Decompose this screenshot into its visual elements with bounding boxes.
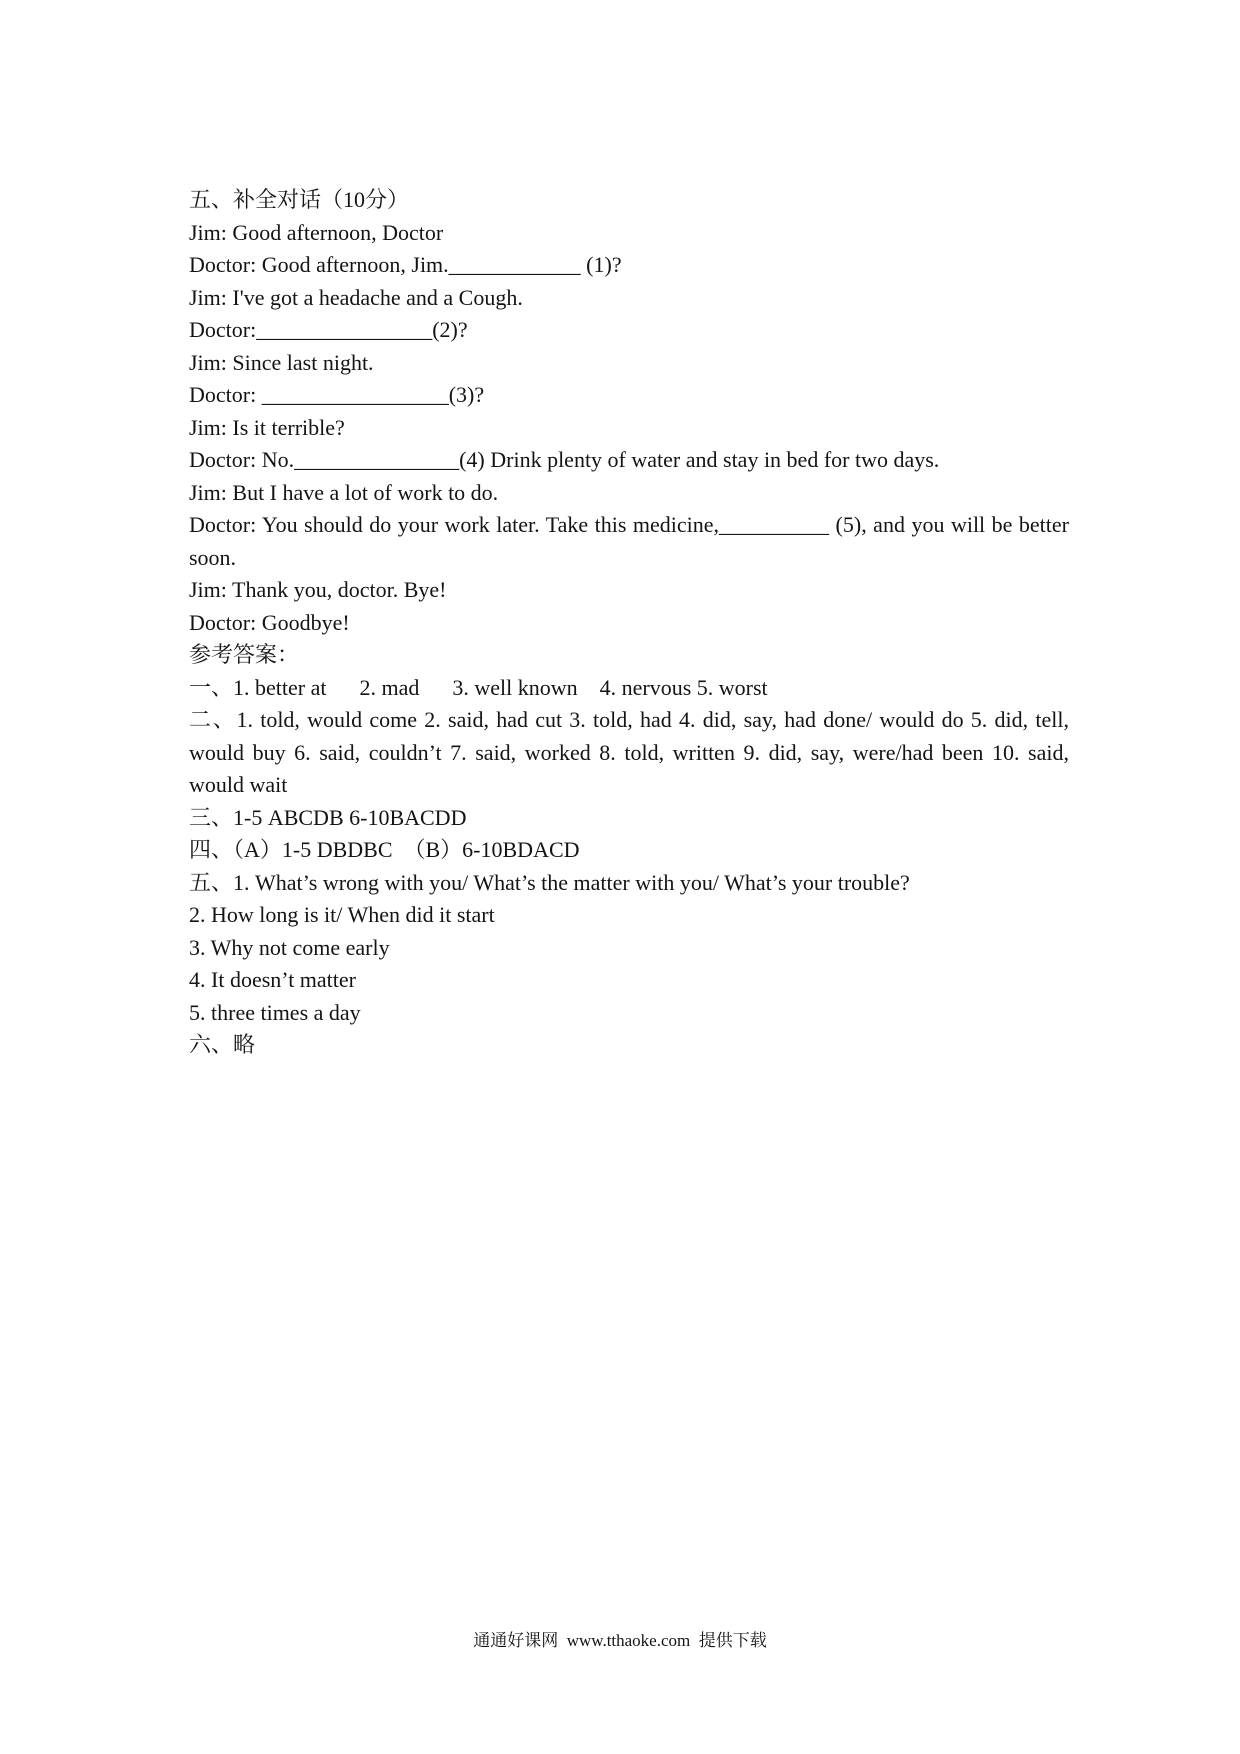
page-content [189, 184, 1069, 1062]
dialogue-line: Jim: Since last night. [189, 349, 374, 375]
answer-part-5-line: 5. three times a day [189, 999, 361, 1025]
answer-part-3: 三、1-5 ABCDB 6-10BACDD [189, 804, 467, 830]
dialogue-line: Jim: But I have a lot of work to do. [189, 479, 499, 505]
dialogue-line: Doctor: You should do your work later. Take this medicine,__________ (5), and you will be better soon. [189, 512, 1069, 570]
answer-part-4: 四、（A）1-5 DBDBC （B）6-10BDACD [189, 837, 580, 862]
answer-part-5-line: 五、1. What’s wrong with you/ What’s the matter with you/ What’s your trouble? [189, 869, 910, 895]
dialogue-line: Doctor: No._______________(4) Drink plenty of water and stay in bed for two days. [189, 447, 940, 472]
dialogue-line: Jim: Good afternoon, Doctor [189, 219, 444, 245]
answer-part-1: 一、1. better at 2. mad 3. well known 4. nervous 5. worst [189, 674, 768, 700]
answer-part-6: 六、略 [189, 1032, 256, 1057]
dialogue-line: Jim: Thank you, doctor. Bye! [189, 577, 447, 602]
answer-part-5-line: 3. Why not come early [189, 934, 390, 960]
dialogue-line: Jim: I've got a headache and a Cough. [189, 284, 523, 310]
dialogue-line: Jim: Is it terrible? [189, 414, 345, 440]
page-footer: 通通好课网 www.tthaoke.com 提供下载 [473, 1631, 767, 1650]
answer-part-2: 二、1. told, would come 2. said, had cut 3. told, had 4. did, say, had done/ would do 5. did, tell, would buy 6. said, couldn’t 7. said, worked 8. told, written 9. did, say, were/had been 10. said, would wait [189, 707, 1069, 797]
answer-part-5-line: 2. How long is it/ When did it start [189, 902, 495, 927]
answers-heading: 参考答案： [189, 642, 300, 667]
answer-part-5-line: 4. It doesn’t matter [189, 967, 356, 992]
dialogue-line: Doctor: Good afternoon, Jim.____________ (1)? [189, 252, 622, 277]
dialogue-line: Doctor:________________(2)? [189, 317, 468, 342]
dialogue-line: Doctor: _________________(3)? [189, 382, 485, 407]
dialogue-line: Doctor: Goodbye! [189, 609, 350, 635]
section-heading: 五、补全对话（10分） [189, 187, 410, 212]
